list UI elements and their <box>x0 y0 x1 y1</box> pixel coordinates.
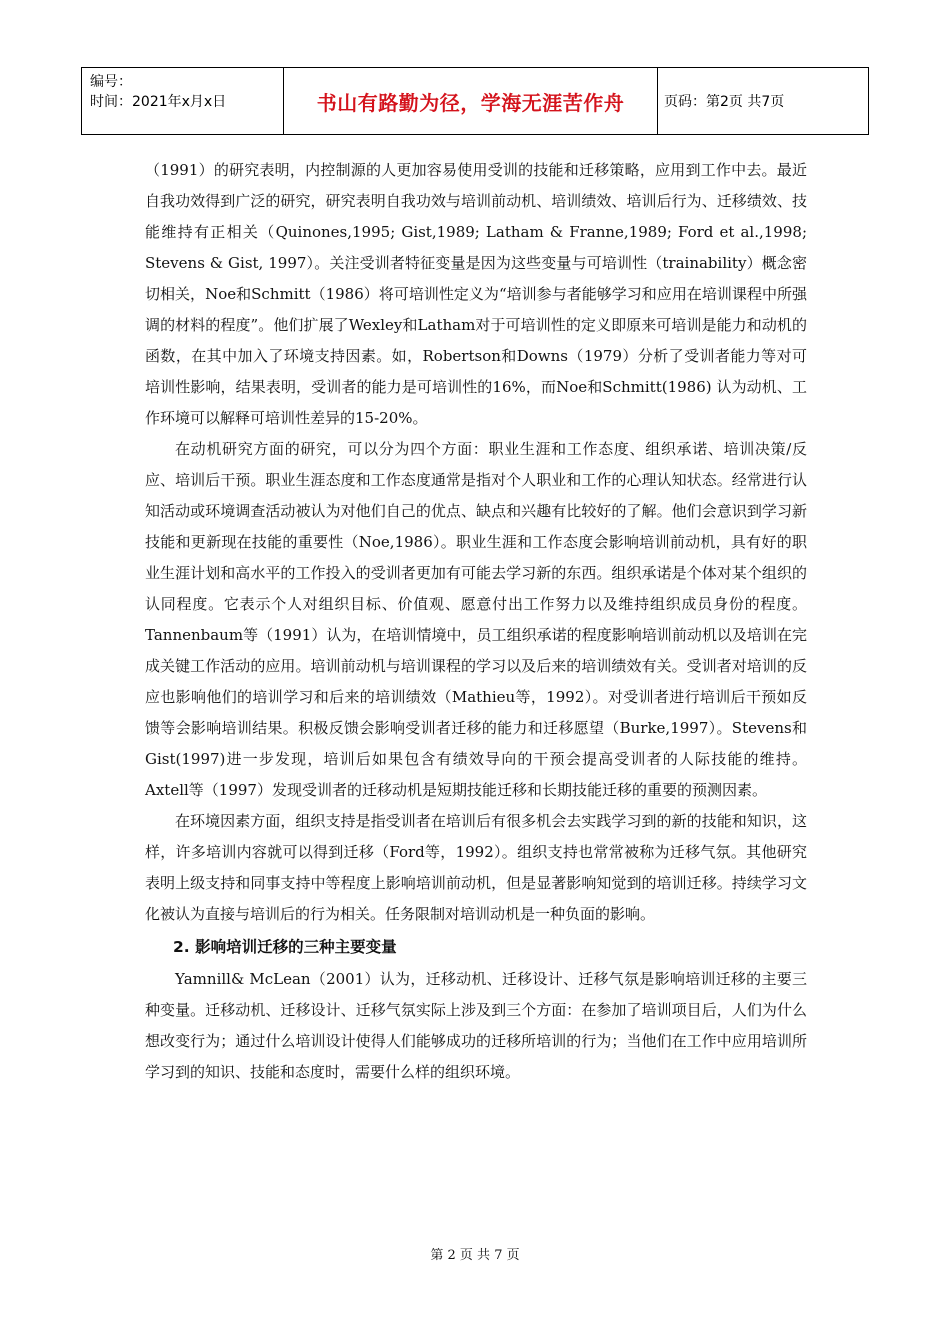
paragraph-2: 在动机研究方面的研究，可以分为四个方面：职业生涯和工作态度、组织承诺、培训决策/反应、培训后干预。职业生涯态度和工作态度通常是指对个人职业和工作的心理认知状态。经常进行认知活动或环境调查活动被认为对他们自己的优点、缺点和兴趣有比较好的了解。他们会意识到学习新技能和更新现在技能的重要性（Noe,1986）。职业生涯和工作态度会影响培训前动机，具有好的职业生涯计划和高水平的工作投入的受训者更加有可能去学习新的东西。组织承诺是个体对某个组织的认同程度。它表示个人对组织目标、价值观、愿意付出工作努力以及维持组织成员身份的程度。Tannenbaum等（1991）认为，在培训情境中，员工组织承诺的程度影响培训前动机以及培训在完成关键工作活动的应用。培训前动机与培训课程的学习以及后来的培训绩效有关。受训者对培训的反应也影响他们的培训学习和后来的培训绩效（Mathieu等，1992）。对受训者进行培训后干预如反馈等会影响培训结果。积极反馈会影响受训者迁移的能力和迁移愿望（Burke,1997）。Stevens和Gist(1997)进一步发现，培训后如果包含有绩效导向的干预会提高受训者的人际技能的维持。Axtell等（1997）发现受训者的迁移动机是短期技能迁移和长期技能迁移的重要的预测因素。 <box>145 440 807 799</box>
document-body <box>145 155 807 1088</box>
section-paragraph: Yamnill& McLean（2001）认为，迁移动机、迁移设计、迁移气氛是影响培训迁移的主要三种变量。迁移动机、迁移设计、迁移气氛实际上涉及到三个方面：在参加了培训项目后，人们为什么想改变行为；通过什么培训设计使得人们能够成功的迁移所培训的行为；当他们在工作中应用培训所学习到的知识、技能和态度时，需要什么样的组织环境。 <box>145 970 807 1081</box>
paragraph-3: 在环境因素方面，组织支持是指受训者在培训后有很多机会去实践学习到的新的技能和知识，这样，许多培训内容就可以得到迁移（Ford等，1992）。组织支持也常常被称为迁移气氛。其他研究表明上级支持和同事支持中等程度上影响培训前动机，但是显著影响知觉到的培训迁移。持续学习文化被认为直接与培训后的行为相关。任务限制对培训动机是一种负面的影响。 <box>145 812 807 923</box>
code-label: 编号： <box>90 74 132 90</box>
header-motto: 书山有路勤为径，学海无涯苦作舟 <box>284 68 658 134</box>
section-heading: 2. 影响培训迁移的三种主要变量 <box>173 938 397 956</box>
date-label: 时间：2021年x月x日 <box>90 94 227 110</box>
paragraph-1: （1991）的研究表明，内控制源的人更加容易使用受训的技能和迁移策略，应用到工作中去。最近自我功效得到广泛的研究，研究表明自我功效与培训前动机、培训绩效、培训后行为、迁移绩效、技能维持有正相关（Quinones,1995; Gist,1989; Latham & Franne,1989; Ford et al.,1998; Stevens & Gist, 1997）。关注受训者特征变量是因为这些变量与可培训性（trainability）概念密切相关，Noe和Schmitt（1986）将可培训性定义为“培训参与者能够学习和应用在培训课程中所强调的材料的程度”。他们扩展了Wexley和Latham对于可培训性的定义即原来可培训是能力和动机的函数，在其中加入了环境支持因素。如，Robertson和Downs（1979）分析了受训者能力等对可培训性影响，结果表明，受训者的能力是可培训性的16%，而Noe和Schmitt(1986) 认为动机、工作环境可以解释可培训性差异的15-20%。 <box>145 161 807 427</box>
header-table <box>81 67 869 135</box>
header-page-info: 页码：第2页 共7页 <box>664 94 785 110</box>
page-footer: 第 2 页 共 7 页 <box>430 1248 520 1263</box>
header-meta <box>82 68 284 134</box>
